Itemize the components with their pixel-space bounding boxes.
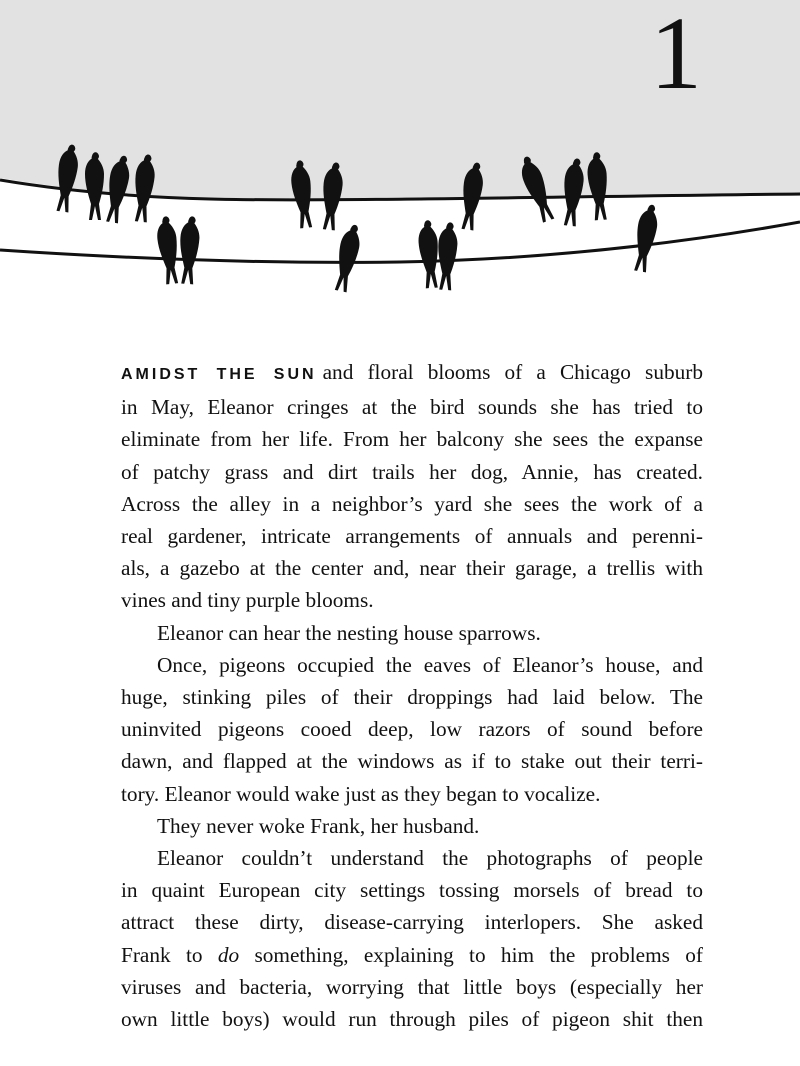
paragraph: Eleanor can hear the nesting house sparrows. bbox=[157, 620, 541, 645]
text-line: huge, stinking piles of their droppings had laid below. The bbox=[121, 685, 703, 710]
chapter-body bbox=[121, 356, 703, 1035]
text-line: Across the alley in a neighbor’s yard she sees the work of a bbox=[121, 491, 703, 516]
text-line: viruses and bacteria, worrying that little boys (especially her bbox=[121, 974, 703, 999]
text-line: attract these dirty, disease-carrying interlopers. She asked bbox=[121, 910, 703, 935]
bird-icon bbox=[331, 223, 364, 293]
bird-icon bbox=[417, 220, 441, 289]
paragraph: They never woke Frank, her husband. bbox=[157, 813, 480, 838]
paragraph bbox=[121, 842, 703, 1035]
bird-icon bbox=[435, 222, 459, 291]
text-line: Eleanor couldn’t understand the photographs of people bbox=[157, 846, 703, 871]
text-line: als, a gazebo at the center and, near their garage, a trellis with bbox=[121, 556, 703, 581]
text-line: eliminate from her life. From her balcony she sees the expanse bbox=[121, 427, 703, 452]
paragraph bbox=[121, 649, 703, 810]
text-line: of patchy grass and dirt trails her dog, Annie, has created. bbox=[121, 459, 703, 484]
chapter-number: 1 bbox=[650, 0, 702, 111]
text-line: in quaint European city settings tossing morsels of bread to bbox=[121, 878, 703, 903]
bird-icon bbox=[155, 215, 181, 284]
text-line: and floral blooms of a Chicago suburb bbox=[322, 360, 704, 384]
italic-emphasis: do bbox=[217, 942, 240, 967]
text-line: Once, pigeons occupied the eaves of Eleanor’s house, and bbox=[157, 652, 703, 677]
text-line: uninvited pigeons cooed deep, low razors of sound before bbox=[121, 717, 703, 742]
lower-wire bbox=[0, 222, 800, 262]
text-line: dawn, and flapped at the windows as if to stake out their terri- bbox=[121, 749, 703, 774]
text-line: own little boys) would run through piles of pigeon shit then bbox=[121, 1007, 703, 1032]
opening-small-caps: AMIDST THE SUN bbox=[121, 366, 317, 383]
bird-icon bbox=[630, 203, 660, 273]
text-line: Frank to do something, explaining to him the problems of bbox=[121, 942, 703, 967]
text-line: in May, Eleanor cringes at the bird sounds she has tried to bbox=[121, 395, 703, 420]
paragraph bbox=[121, 356, 703, 617]
text-line: real gardener, intricate arrangements of annuals and perenni- bbox=[121, 524, 703, 549]
text-line: tory. Eleanor would wake just as they began to vocalize. bbox=[121, 781, 601, 806]
bird-icon bbox=[177, 216, 201, 285]
text-line: vines and tiny purple blooms. bbox=[121, 588, 374, 613]
